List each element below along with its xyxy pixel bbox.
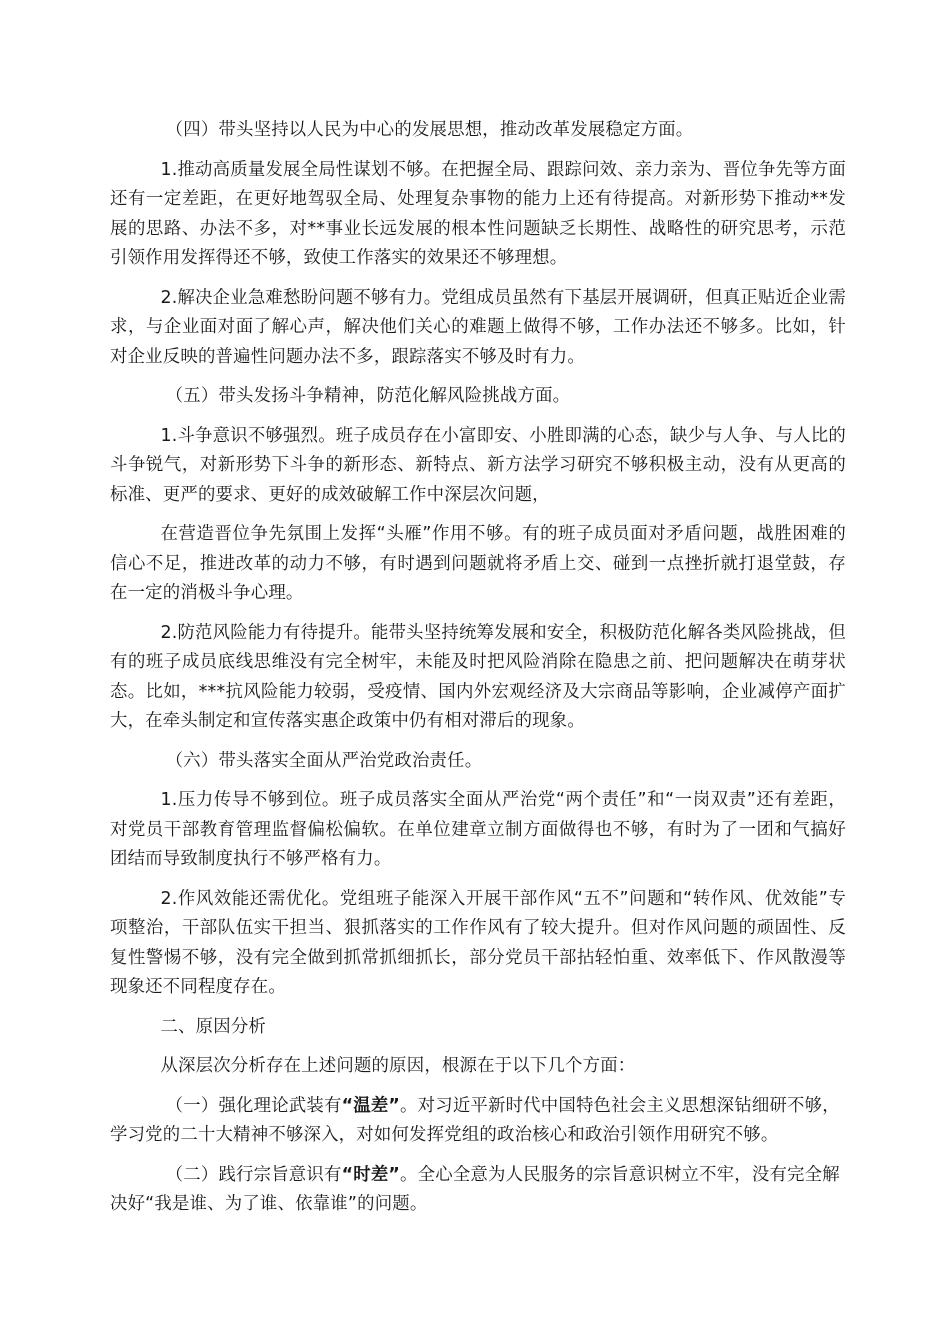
paragraph-5-2: 2.防范风险能力有待提升。能带头坚持统筹发展和安全，积极防范化解各类风险挑战，但有的班子成员底线思维没有完全树牢，未能及时把风险消除在隐患之前、把问题解决在萌芽状态。比如，***抗风险能力较弱，受疫情、国内外宏观经济及大宗商品等影响，企业减停产面扩大，在牵头制定和宣传落实惠企政策中仍有相对滞后的现象。: [110, 622, 846, 731]
paragraph-5-1-cont: 在营造晋位争先氛围上发挥“头雁”作用不够。有的班子成员面对矛盾问题，战胜困难的信心不足，推进改革的动力不够，有时遇到问题就将矛盾上交、碰到一点挫折就打退堂鼓，存在一定的消极斗争心理。: [110, 524, 846, 603]
cause-1-lead: （一）强化理论武装有: [165, 1095, 342, 1116]
paragraph-6-2: 2.作风效能还需优化。党组班子能深入开展干部作风“五不”问题和“转作风、优效能”专项整治，干部队伍实干担当、狠抓落实的工作作风有了较大提升。但对作风问题的顽固性、反复性警惕不够，没有完全做到抓常抓细抓长，部分党员干部拈轻怕重、效率低下、作风散漫等现象还不同程度存在。: [110, 888, 846, 997]
paragraph-4-1: 1.推动高质量发展全局性谋划不够。在把握全局、跟踪问效、亲力亲为、晋位争先等方面还有一定差距，在更好地驾驭全局、处理复杂事物的能力上还有待提高。对新形势下推动**发展的思路、办法不多，对**事业长远发展的根本性问题缺乏长期性、战略性的研究思考，示范引领作用发挥得还不够，致使工作落实的效果还不够理想。: [110, 159, 846, 268]
section-heading-4: （四）带头坚持以人民为中心的发展思想，推动改革发展稳定方面。: [165, 120, 694, 140]
cause-2-lead: （二）践行宗旨意识有: [165, 1164, 342, 1185]
paragraph-5-1: 1.斗争意识不够强烈。班子成员存在小富即安、小胜即满的心态，缺少与人争、与人比的斗争锐气，对新形势下斗争的新形态、新特点、新方法学习研究不够积极主动，没有从更高的标准、更严的要求、更好的成效破解工作中深层次问题，: [110, 425, 846, 505]
document-page: [110, 116, 846, 1230]
section-title-cause-analysis: 二、原因分析: [160, 1016, 266, 1037]
section-heading-5: （五）带头发扬斗争精神，防范化解风险挑战方面。: [165, 386, 571, 406]
section-heading-6: （六）带头落实全面从严治党政治责任。: [165, 750, 483, 771]
paragraph-cause-intro: 从深层次分析存在上述问题的原因，根源在于以下几个方面：: [160, 1056, 636, 1076]
cause-1-rest: 。对习近平新时代中国特色社会主义思想深钻细研不够，学习党的二十大精神不够深入，对如何发挥党组的政治核心和政治引领作用研究不够。: [110, 1095, 840, 1145]
paragraph-cause-2: [110, 1161, 846, 1220]
paragraph-cause-1: [110, 1092, 846, 1151]
paragraph-6-1: 1.压力传导不够到位。班子成员落实全面从严治党“两个责任”和“一岗双责”还有差距，对党员干部教育管理监督偏松偏软。在单位建章立制方面做得也不够，有时为了一团和气搞好团结而导致制度执行不够严格有力。: [110, 790, 846, 869]
cause-2-bold: “时差”: [341, 1164, 401, 1185]
cause-2-rest: 。全心全意为人民服务的宗旨意识树立不牢，没有完全解决好“我是谁、为了谁、依靠谁”的问题。: [110, 1164, 840, 1214]
paragraph-4-2: 2.解决企业急难愁盼问题不够有力。党组成员虽然有下基层开展调研，但真正贴近企业需求，与企业面对面了解心声，解决他们关心的难题上做得不够，工作办法还不够多。比如，针对企业反映的普遍性问题办法不多，跟踪落实不够及时有力。: [110, 287, 846, 367]
cause-1-bold: “温差”: [341, 1095, 401, 1116]
